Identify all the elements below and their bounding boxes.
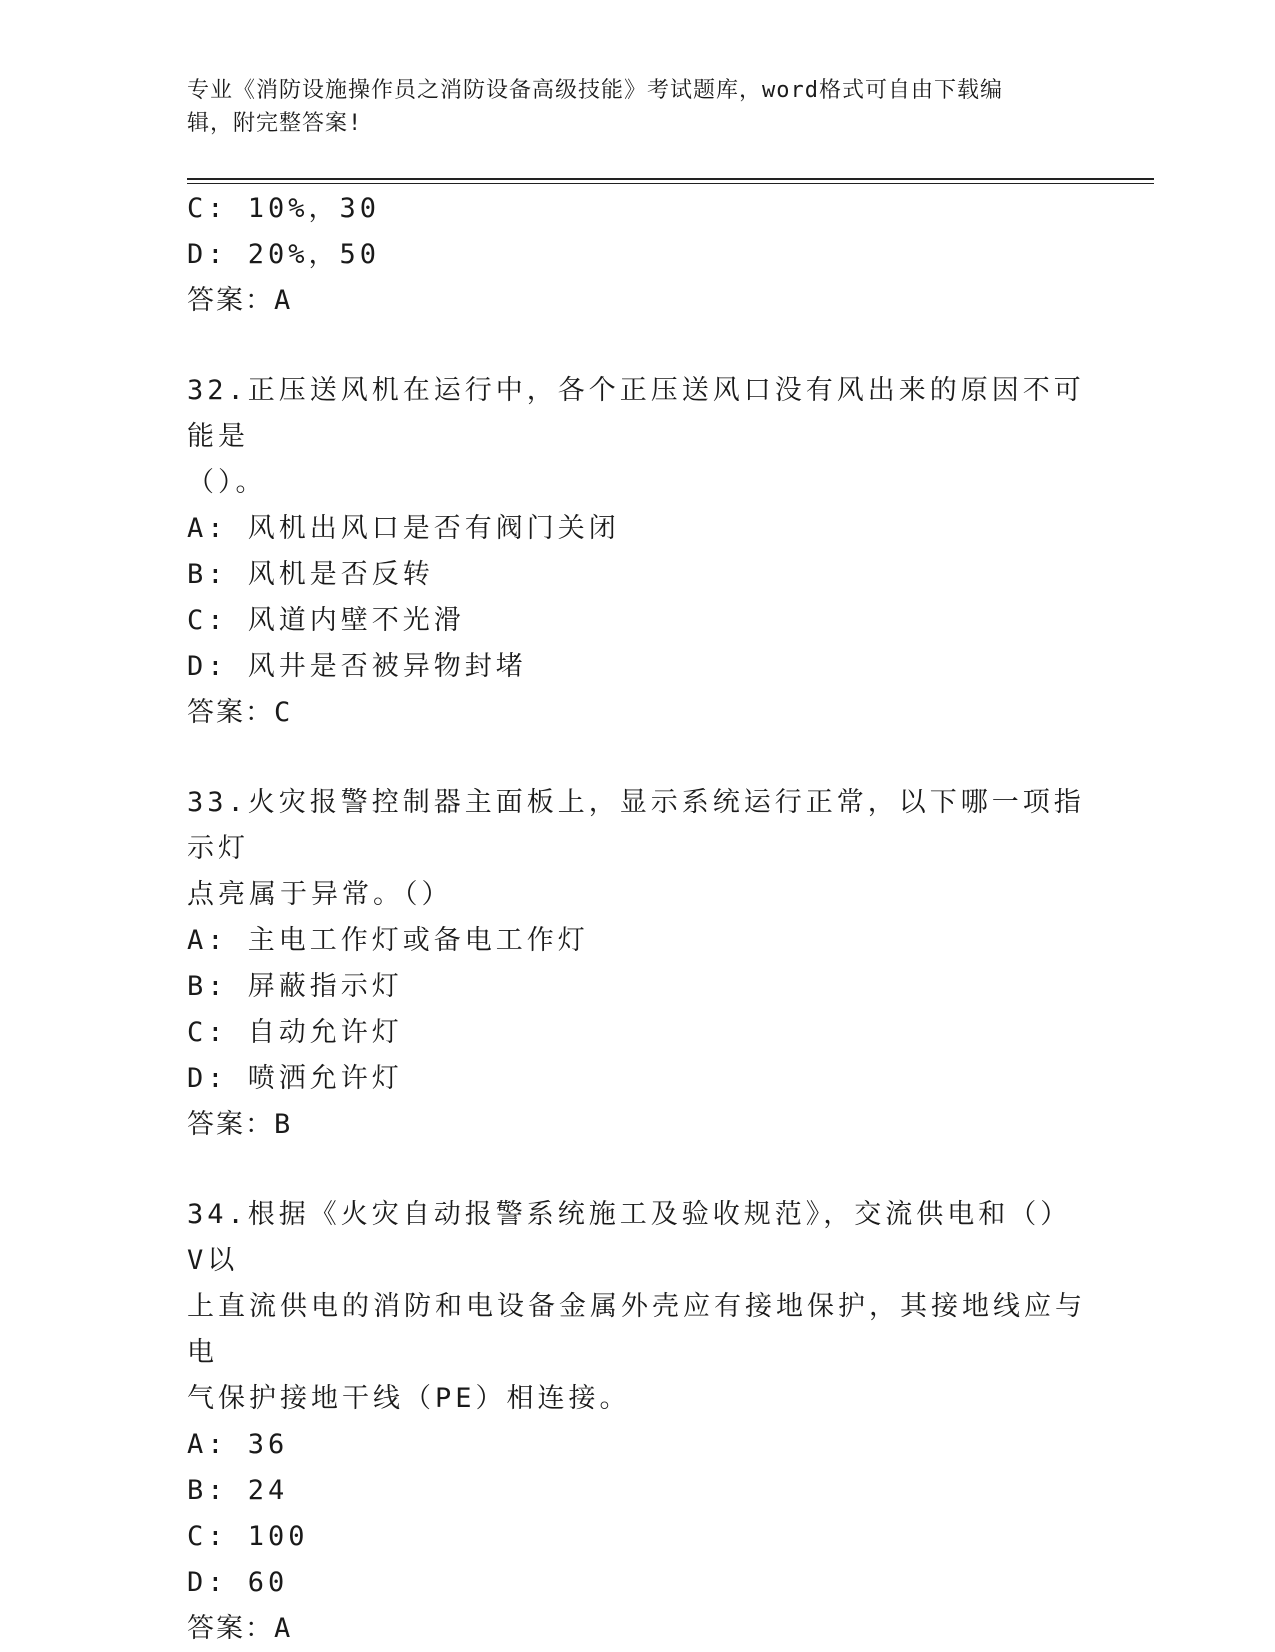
header-rule-thin	[187, 183, 1154, 184]
option-a: A: 36	[187, 1429, 289, 1460]
option-c: C: 100	[187, 1521, 309, 1552]
header-line: 辑，附完整答案!	[187, 111, 363, 136]
option-c: C: 10%，30	[187, 193, 381, 224]
option-b: B: 风机是否反转	[187, 559, 434, 590]
question-stem: 33.火灾报警控制器主面板上，显示系统运行正常，以下哪一项指示灯	[187, 787, 1085, 864]
question-34	[187, 1192, 1087, 1652]
option-c: C: 自动允许灯	[187, 1017, 403, 1048]
option-a: A: 风机出风口是否有阀门关闭	[187, 513, 620, 544]
question-list	[187, 186, 1087, 1652]
answer: 答案：C	[187, 697, 293, 728]
answer: 答案：A	[187, 285, 293, 316]
option-b: B: 24	[187, 1475, 289, 1506]
option-d: D: 风井是否被异物封堵	[187, 651, 527, 682]
answer: 答案：A	[187, 1613, 293, 1644]
question-stem: 32.正压送风机在运行中，各个正压送风口没有风出来的原因不可能是	[187, 375, 1085, 452]
header-line: 专业《消防设施操作员之消防设备高级技能》考试题库，word格式可自由下载编	[187, 78, 1003, 103]
option-a: A: 主电工作灯或备电工作灯	[187, 925, 589, 956]
option-d: D: 喷洒允许灯	[187, 1063, 403, 1094]
answer: 答案：B	[187, 1109, 293, 1140]
question-32	[187, 368, 1087, 736]
option-d: D: 60	[187, 1567, 289, 1598]
question-stem: 点亮属于异常。（）	[187, 879, 453, 910]
option-d: D: 20%，50	[187, 239, 381, 270]
page-header	[187, 74, 1067, 140]
question-stem: 气保护接地干线（PE）相连接。	[187, 1383, 631, 1414]
question-stem: 34.根据《火灾自动报警系统施工及验收规范》，交流供电和（）V以	[187, 1199, 1072, 1276]
previous-question-tail	[187, 186, 1087, 324]
question-stem: （）。	[187, 467, 267, 498]
option-b: B: 屏蔽指示灯	[187, 971, 403, 1002]
header-rule	[187, 178, 1154, 180]
option-c: C: 风道内壁不光滑	[187, 605, 465, 636]
question-stem: 上直流供电的消防和电设备金属外壳应有接地保护，其接地线应与电	[187, 1291, 1086, 1368]
question-33	[187, 780, 1087, 1148]
